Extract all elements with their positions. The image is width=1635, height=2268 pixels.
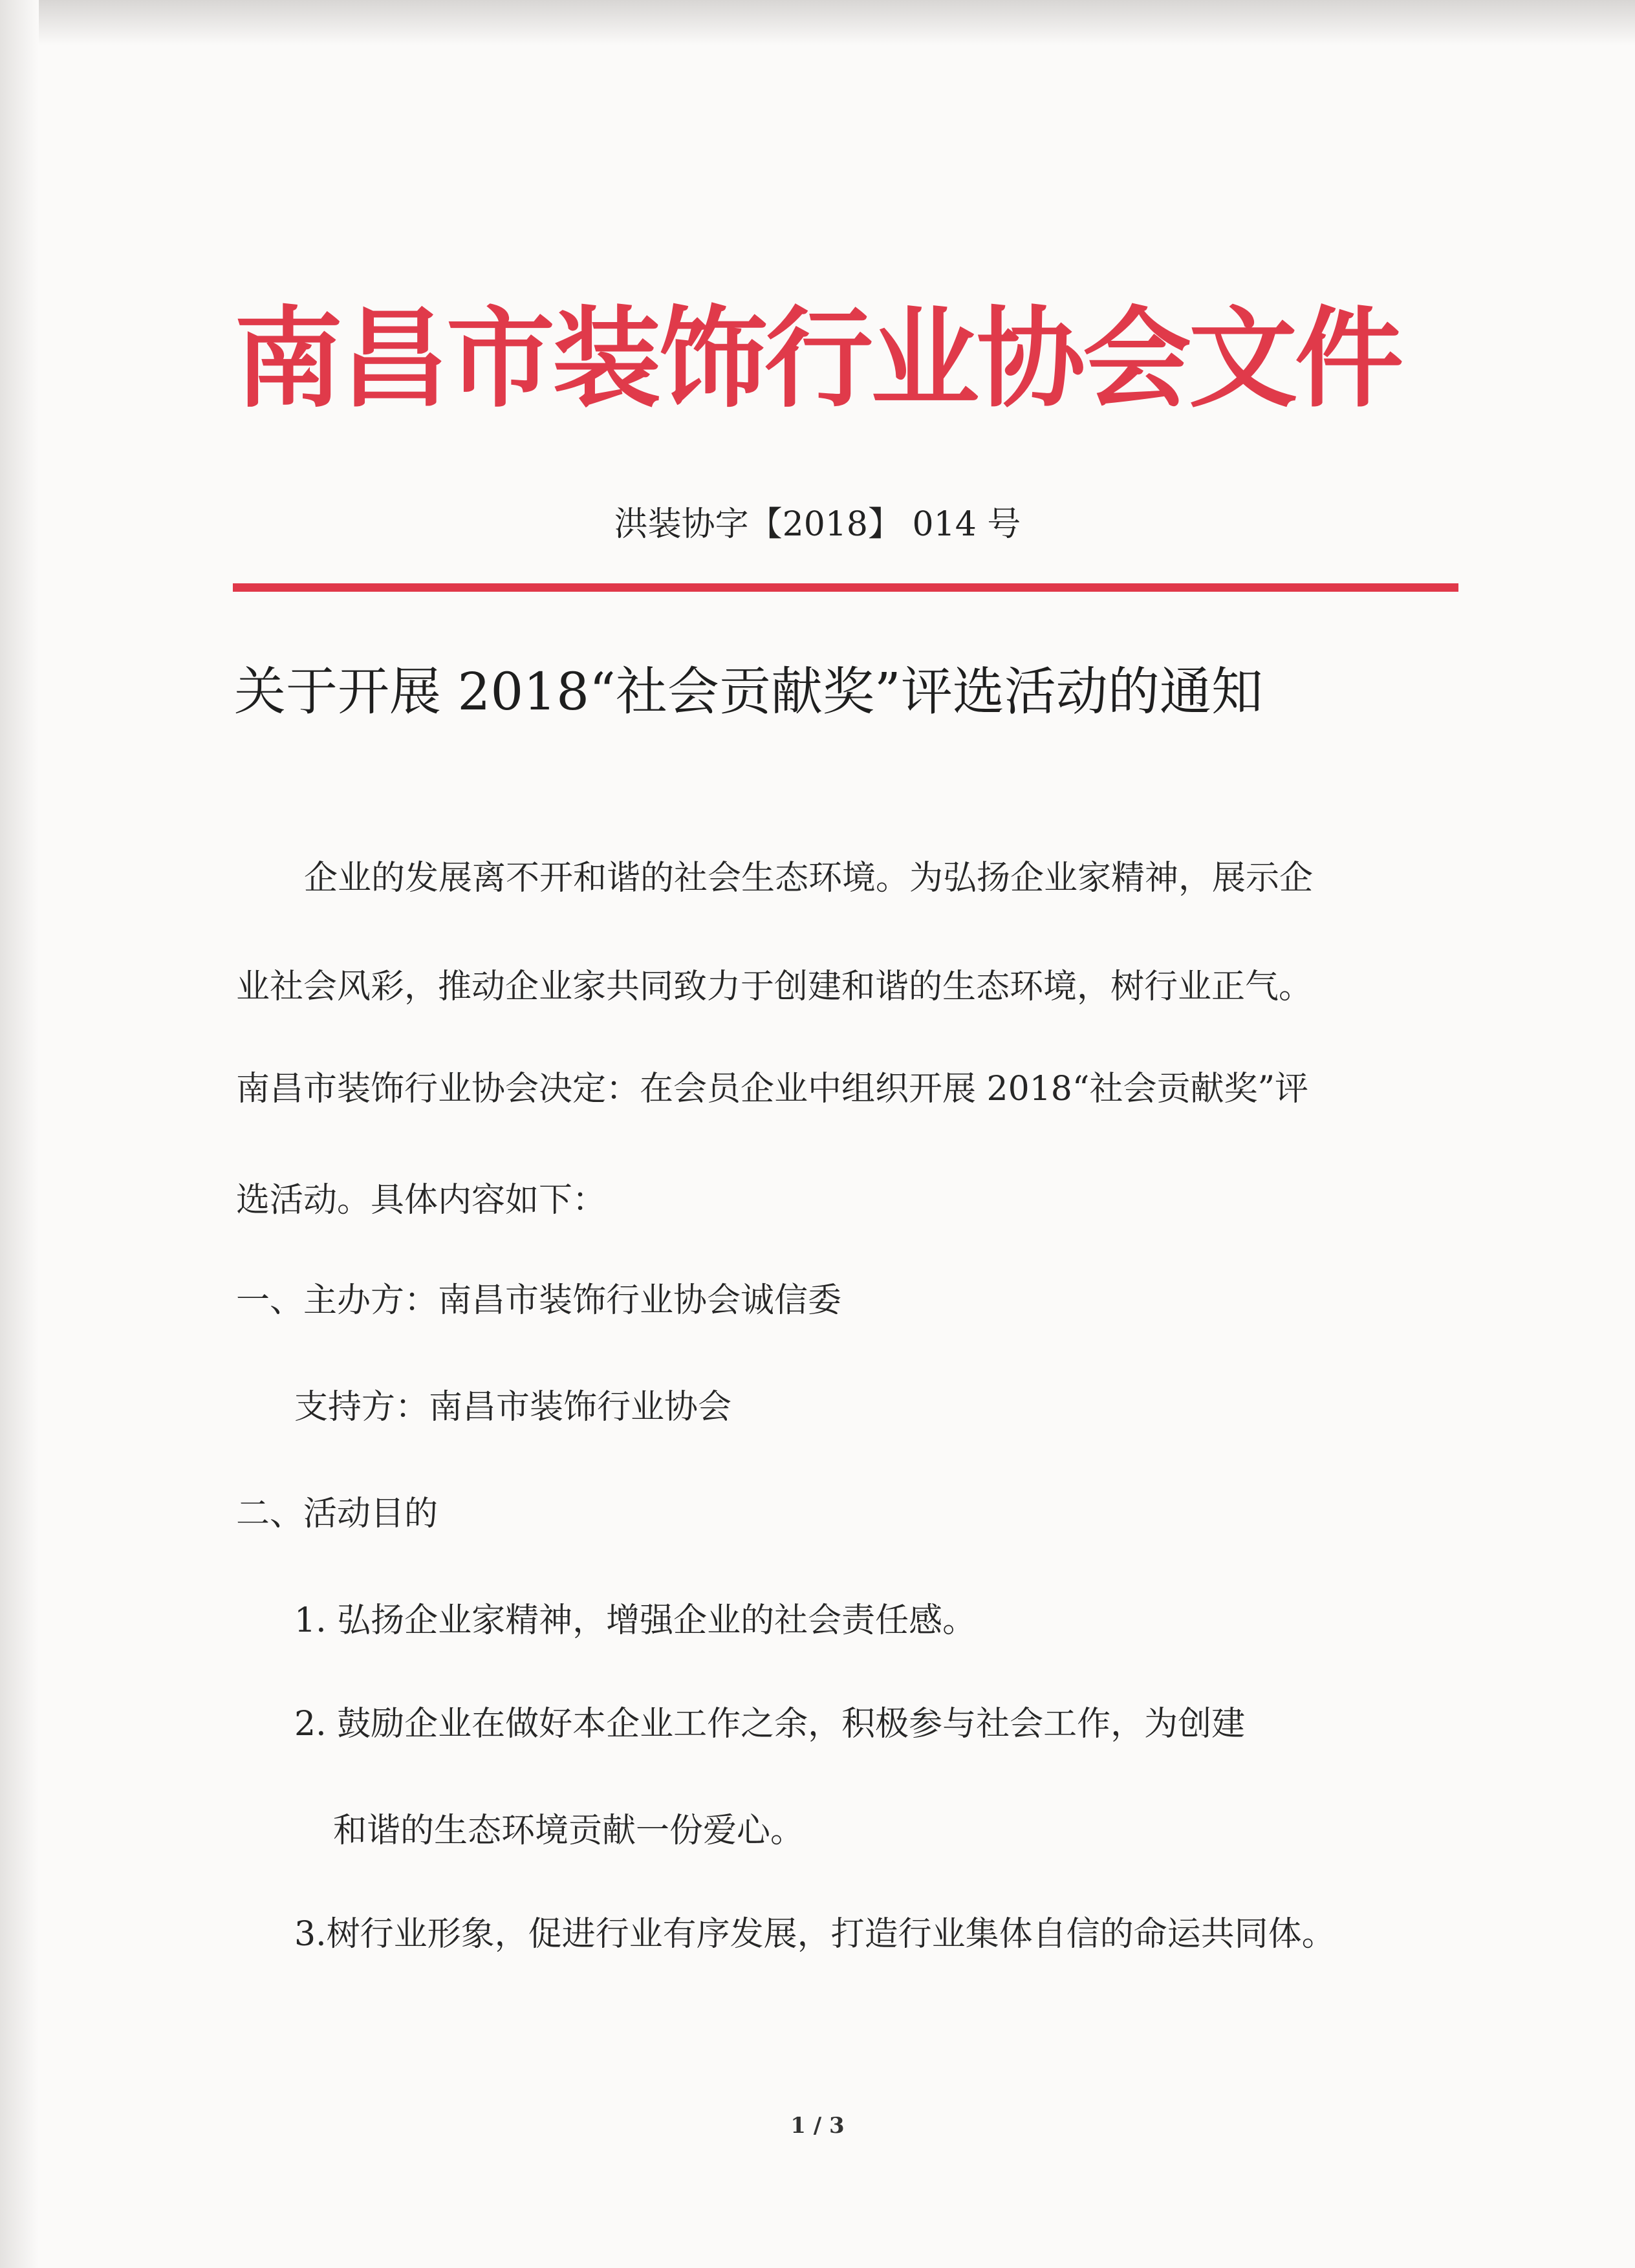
objective-item-2-line-1: 2. 鼓励企业在做好本企业工作之余，积极参与社会工作，为创建 (294, 1705, 1246, 1744)
document-number: 洪装协字【2018】 014 号 (614, 505, 1021, 544)
section-2-heading: 二、活动目的 (236, 1495, 439, 1533)
red-divider-line (233, 583, 1458, 592)
intro-line-1: 企业的发展离不开和谐的社会生态环境。为弘扬企业家精神，展示企 (304, 859, 1314, 898)
objective-item-3: 3.树行业形象，促进行业有序发展，打造行业集体自信的命运共同体。 (294, 1915, 1336, 1954)
supporter-line: 支持方：南昌市装饰行业协会 (294, 1388, 732, 1427)
intro-line-3: 南昌市装饰行业协会决定：在会员企业中组织开展 2018“社会贡献奖”评 (236, 1070, 1309, 1108)
organizer-line: 一、主办方：南昌市装饰行业协会诚信委 (236, 1281, 842, 1320)
document-masthead: 南昌市装饰行业协会文件 (234, 294, 1401, 422)
objective-item-2-line-2: 和谐的生态环境贡献一份爱心。 (333, 1811, 805, 1850)
objective-item-1: 1. 弘扬企业家精神，增强企业的社会责任感。 (294, 1601, 977, 1640)
intro-line-2: 业社会风彩，推动企业家共同致力于创建和谐的生态环境，树行业正气。 (236, 967, 1313, 1006)
notice-title: 关于开展 2018“社会贡献奖”评选活动的通知 (234, 662, 1263, 722)
page-number: 1 / 3 (790, 2113, 845, 2139)
intro-line-4: 选活动。具体内容如下： (236, 1181, 607, 1220)
scan-top-shadow (0, 0, 1635, 45)
